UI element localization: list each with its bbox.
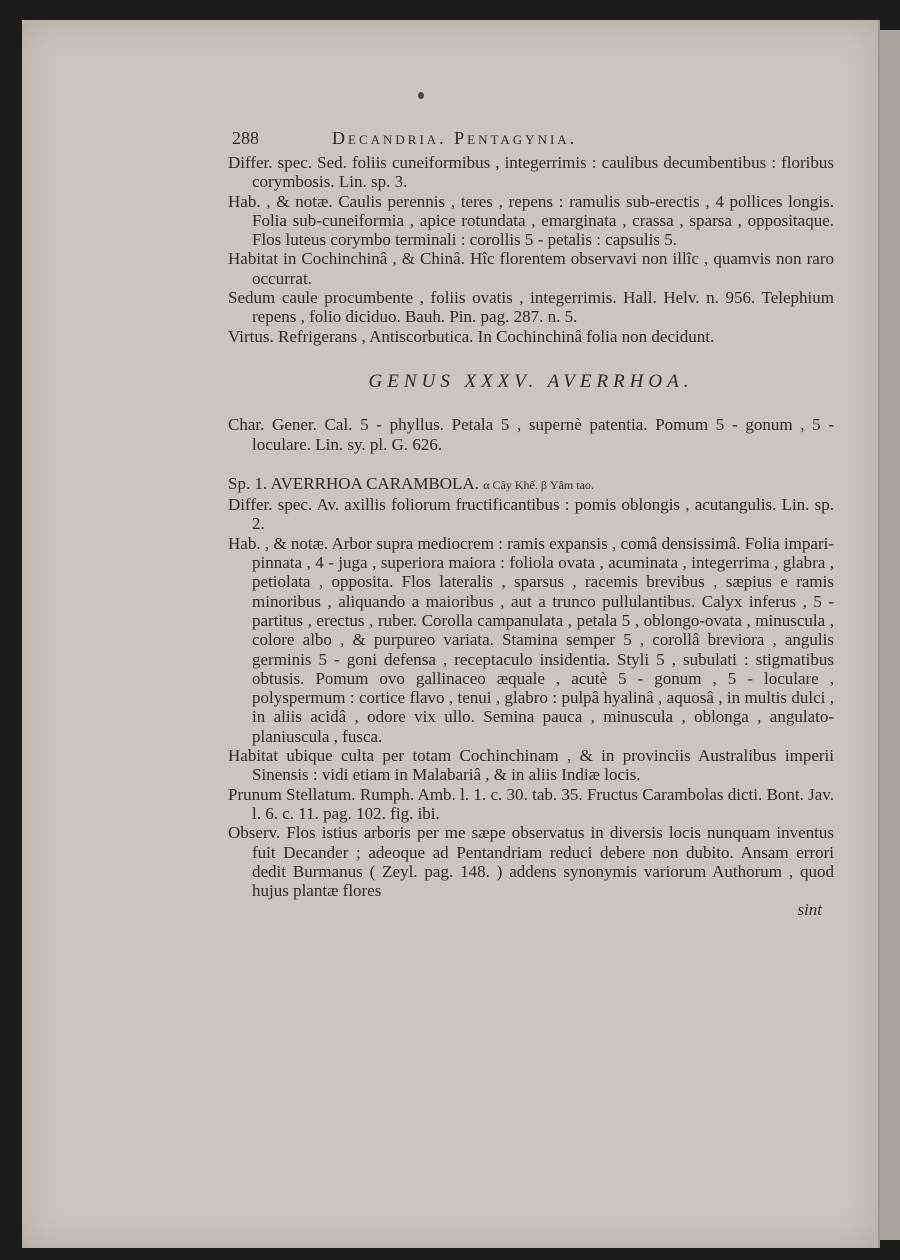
- species-synonyms: Prunum Stellatum. Rumph. Amb. l. 1. c. 30. tab. 35. Fructus Carambolas dicti. Bont. Jav. l. 6. c. 11. pag. 102. fig. ibi.: [228, 784, 834, 823]
- ink-spot: [418, 92, 424, 99]
- page-number: 288: [232, 128, 259, 148]
- catchword: sint: [797, 900, 822, 920]
- next-page-edge: [880, 30, 900, 1240]
- species-heading: [228, 474, 834, 495]
- species-habitat: Habitat ubique culta per totam Cochinchinam , & in provinciis Australibus imperii Sinensis : vidi etiam in Malabariâ , & in aliis Indiæ locis.: [228, 746, 834, 785]
- species-observ: Observ. Flos istius arboris per me sæpe observatus in diversis locis nunquam inventus fuit Decander ; adeoque ad Pentandriam reduci debere non dubito. Ansam errori dedit Burmanus ( Zeyl. pag. 148. ) addens synonymis variorum Authorum , quod hujus plantæ flores: [228, 823, 834, 901]
- page-body: [228, 153, 834, 920]
- char-gener: Char. Gener. Cal. 5 - phyllus. Petala 5 , supernè patentia. Pomum 5 - gonum , 5 - loculare. Lin. sy. pl. G. 626.: [228, 415, 834, 454]
- genus-heading: GENUS XXXV. AVERRHOA.: [368, 370, 694, 392]
- paragraph-differ: Differ. spec. Sed. foliis cuneiformibus , integerrimis : caulibus decumbentibus : floribus corymbosis. Lin. sp. 3.: [228, 153, 834, 192]
- species-title: Sp. 1. AVERRHOA CARAMBOLA.: [228, 473, 479, 493]
- paragraph-habitat: Habitat in Cochinchinâ , & Chinâ. Hîc florentem observavi non illîc , quamvis non raro occurrat.: [228, 249, 834, 288]
- species-differ: Differ. spec. Av. axillis foliorum fructificantibus : pomis oblongis , acutangulis. Lin. sp. 2.: [228, 495, 834, 534]
- paragraph-synonyms: Sedum caule procumbente , foliis ovatis , integerrimis. Hall. Helv. n. 956. Telephium repens , folio diciduo. Bauh. Pin. pag. 287. n. 5.: [228, 288, 834, 327]
- paragraph-virtus: Virtus. Refrigerans , Antiscorbutica. In Cochinchinâ folia non decidunt.: [228, 326, 715, 346]
- species-hab: Hab. , & notæ. Arbor supra mediocrem : ramis expansis , comâ densissimâ. Folia impari-pinnata , 4 - juga , superiora maiora : foliola ovata , acuminata , integerrima , glabra , petiolata , opposita. Flos lateralis , sparsus , racemis brevibus , sæpius e ramis minoribus , aliquando a maioribus , aut a trunco pullulantibus. Calyx inferus , 5 - partitus , erectus , ruber. Corolla campanulata , petala 5 , oblongo-ovata , minuscula , colore albo , & purpureo variata. Stamina semper 5 , corollâ breviora , angulis germinis 5 - goni defensa , receptaculo insidentia. Styli 5 , subulati : stigmatibus obtusis. Pomum ovo gallinaceo æquale , acutè 5 - gonum , 5 - loculare , polyspermum : cortice flavo , tenui , glabro : pulpâ hyalinâ , aquosâ , in multis dulci , in aliis acidâ , odore vix ullo. Semina pauca , minuscula , oblonga , angulato-planiuscula , fusca.: [228, 533, 834, 746]
- page-header: [232, 128, 842, 150]
- species-vernacular: α Cây Khế. β Yâm tao.: [483, 477, 594, 492]
- paragraph-hab: Hab. , & notæ. Caulis perennis , teres , repens : ramulis sub-erectis , 4 pollices longis. Folia sub-cuneiformia , apice rotundata , emarginata , crassa , sparsa , oppositaque. Flos luteus corymbo terminali : corollis 5 - petalis : capsulis 5.: [228, 191, 834, 250]
- running-title: Decandria. Pentagynia.: [332, 128, 578, 148]
